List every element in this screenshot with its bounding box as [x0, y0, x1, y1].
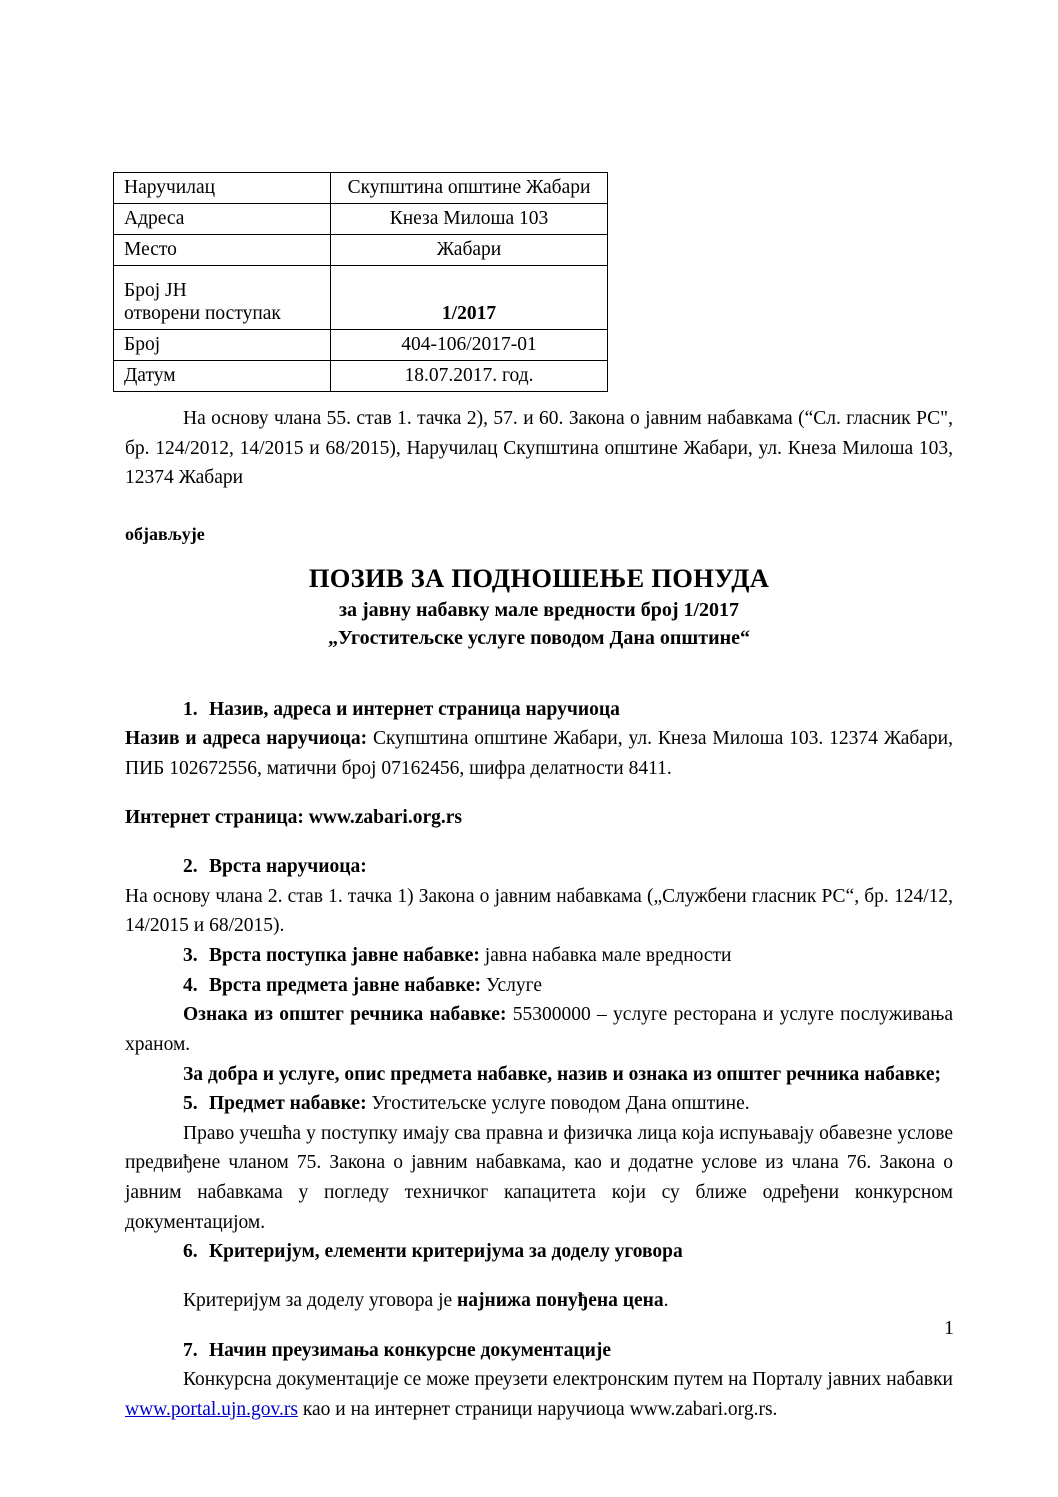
table-cell-label: Место [114, 235, 331, 266]
table-row [114, 173, 608, 204]
announce-word: објављује [125, 523, 205, 544]
section-2-heading [125, 852, 953, 882]
website-label: Интернет страница: [125, 807, 304, 829]
section-6-body [125, 1286, 953, 1316]
goods-description-paragraph: За добра и услуге, опис предмета набавке, назив и ознака из општег речника набавке; [183, 1063, 942, 1085]
table-cell-label: Адреса [114, 204, 331, 235]
header-meta-table [113, 172, 608, 392]
table-cell-value: 1/2017 [331, 266, 608, 330]
section-5-heading [125, 1089, 953, 1119]
portal-link[interactable]: www.portal.ujn.gov.rs [125, 1398, 298, 1420]
table-cell-value: Скупштина општине Жабари [331, 173, 608, 204]
section-3-title: Врста поступка јавне набавке: [209, 945, 480, 967]
section-6-title: Критеријум, елементи критеријума за доделу уговора [209, 1241, 683, 1263]
document-body [125, 404, 953, 1424]
section-7-title: Начин преузимања конкурсне документације [209, 1339, 611, 1361]
table-cell-label-line2: отворени поступак [124, 303, 281, 324]
section-5-value: Угоститељске услуге поводом Дана општине. [366, 1093, 750, 1115]
intro-paragraph: На основу члана 55. став 1. тачка 2), 57. и 60. Закона о јавним набавкама (“Сл. гласник РС", бр. 124/2012, 14/2015 и 68/2015), Наручилац Скупштина општине Жабари, ул. Кнеза Милоша 103, 12374 Жабари [125, 408, 953, 489]
section-4-heading [125, 971, 953, 1001]
table-cell-value: 18.07.2017. год. [331, 361, 608, 392]
table-cell-label: Број [114, 330, 331, 361]
page-title: ПОЗИВ ЗА ПОДНОШЕЊЕ ПОНУДА [308, 563, 770, 594]
table-row [114, 266, 608, 330]
download-text-tail: као и на интернет страници наручиоца www.zabari.org.rs. [297, 1398, 778, 1420]
section-4-number: 4. [183, 974, 198, 996]
section-4-title: Врста предмета јавне набавке: [209, 974, 482, 996]
sections-list [125, 695, 953, 1425]
table-cell-label-line1: Број ЈН [124, 280, 187, 301]
table-cell-value: Кнеза Милоша 103 [331, 204, 608, 235]
section-4-value: Услуге [481, 974, 542, 996]
section-1-title: Назив, адреса и интернет страница наручиоца [209, 698, 620, 720]
table-row [114, 204, 608, 235]
section-7-heading [125, 1336, 953, 1366]
section-2-body: На основу члана 2. став 1. тачка 1) Закона о јавним набавкама („Службени гласник РС“, бр. 124/12, 14/2015 и 68/2015). [125, 885, 953, 937]
section-6-heading [125, 1237, 953, 1267]
table-cell-label: Наручилац [114, 173, 331, 204]
table-cell-value: Жабари [331, 235, 608, 266]
download-text-lead: Конкурсна документације се може преузети електронским путем на Порталу јавних набавки [183, 1369, 953, 1391]
section-1-body [125, 724, 953, 783]
table-row [114, 235, 608, 266]
section-2-number: 2. [183, 856, 198, 878]
section-5-number: 5. [183, 1093, 198, 1115]
cpv-label: Ознака из општег речника набавке: [183, 1004, 507, 1026]
page-number: 1 [944, 1317, 954, 1339]
section-1-text: Скупштина општине Жабари, ул. Кнеза Милоша 103. 12374 Жабари, ПИБ 102672556, матични број 07162456, шифра делатности 8411. [125, 728, 953, 779]
table-row [114, 361, 608, 392]
criteria-lowest-price: најнижа понуђена цена [457, 1290, 664, 1312]
table-cell-value: 404-106/2017-01 [331, 330, 608, 361]
section-7-body [125, 1365, 953, 1424]
criteria-text-tail: . [663, 1290, 669, 1312]
title-block [125, 561, 953, 652]
section-6-number: 6. [183, 1241, 198, 1263]
cpv-value: 55300000 – услуге ресторана и услуге послуживања храном. [125, 1004, 953, 1055]
cpv-paragraph [125, 1000, 953, 1059]
table-cell-label: Датум [114, 361, 331, 392]
section-3-value: јавна набавка мале вредности [479, 945, 732, 967]
section-3-number: 3. [183, 945, 198, 967]
table-row [114, 330, 608, 361]
section-1-label: Назив и адреса наручиоца: [125, 728, 368, 750]
criteria-text-lead: Критеријум за доделу уговора је [183, 1290, 458, 1312]
section-1-heading [125, 695, 953, 725]
section-1-number: 1. [183, 698, 198, 720]
section-3-heading [125, 941, 953, 971]
table-cell-label [114, 266, 331, 330]
participation-paragraph: Право учешћа у поступку имају сва правна и физичка лица која испуњавају обавезне услове предвиђене чланом 75. Закона о јавним набавкама, као и додатне услове из члана 76. Закона о јавним набавкама у погледу техничког капацитета који су ближе одређени конкурсном документацијом. [125, 1122, 953, 1233]
section-1-website-line [125, 803, 953, 833]
section-2-title: Врста наручиоца: [209, 856, 367, 878]
website-value: www.zabari.org.rs [303, 807, 462, 829]
title-subtitle-2: „Угоститељске услуге поводом Дана општине“ [327, 626, 750, 649]
section-5-title: Предмет набавке: [209, 1093, 367, 1115]
title-subtitle-1: за јавну набавку мале вредности број 1/2017 [338, 598, 740, 621]
section-7-number: 7. [183, 1339, 198, 1361]
